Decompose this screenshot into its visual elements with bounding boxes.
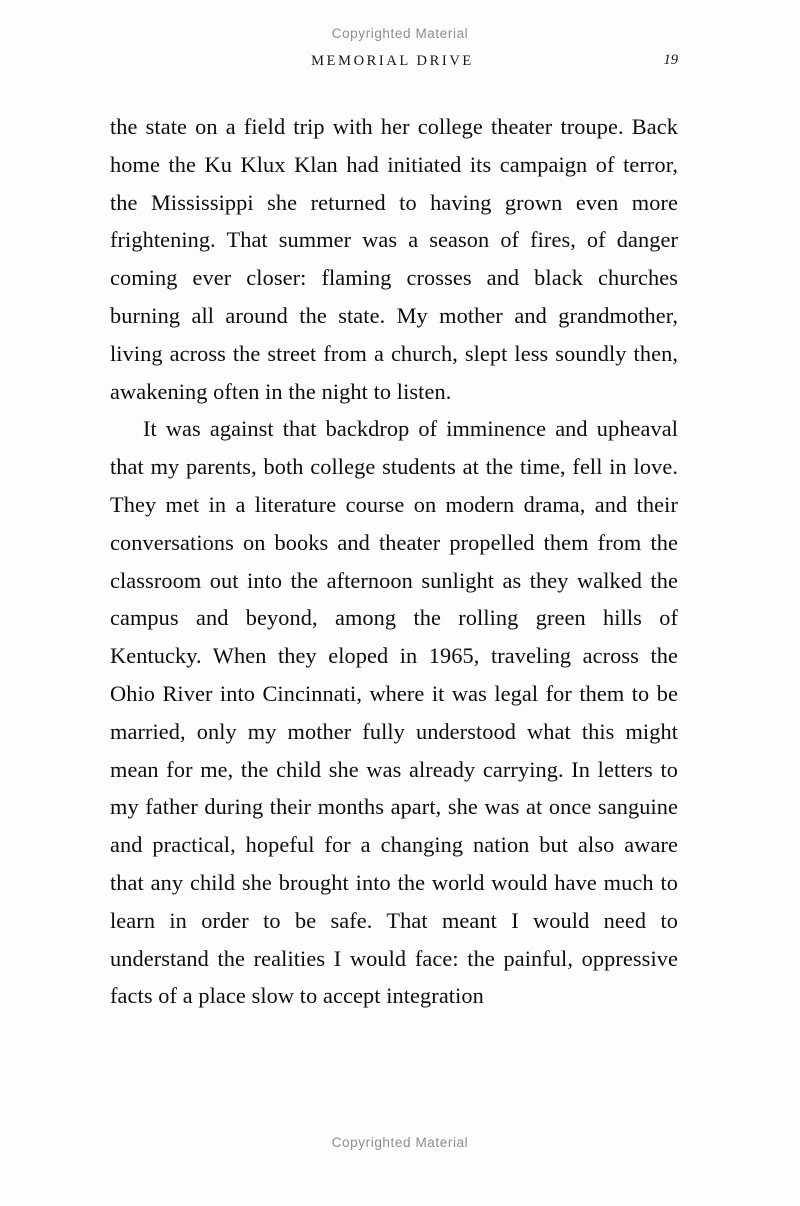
running-head-title: MEMORIAL DRIVE [311, 53, 474, 69]
page-number: 19 [663, 52, 678, 68]
paragraph-continued: the state on a field trip with her college theater troupe. Back home the Ku Klux Klan had initiated its campaign of terror, the Mississippi she returned to having grown even more frightening. That summer was a season of fires, of danger coming ever closer: flaming crosses and black churches burning all around the state. My mother and grandmother, living across the street from a church, slept less soundly then, awakening often in the night to listen. [110, 114, 678, 404]
copyright-watermark-top: Copyrighted Material [331, 26, 469, 41]
body-text-column [110, 108, 678, 1015]
copyright-watermark-bottom: Copyrighted Material [331, 1135, 469, 1150]
paragraph-new: It was against that backdrop of imminence and upheaval that my parents, both college students at the time, fell in love. They met in a literature course on modern drama, and their conversations on books and theater propelled them from the classroom out into the afternoon sunlight as they walked the campus and beyond, among the rolling green hills of Kentucky. When they eloped in 1965, traveling across the Ohio River into Cincinnati, where it was legal for them to be married, only my mother fully understood what this might mean for me, the child she was already carrying. In letters to my father during their months apart, she was at once sanguine and practical, hopeful for a changing nation but also aware that any child she brought into the world would have much to learn in order to be safe. That meant I would need to understand the realities I would face: the painful, oppressive facts of a place slow to accept integration [110, 416, 678, 1009]
running-head [110, 53, 675, 70]
